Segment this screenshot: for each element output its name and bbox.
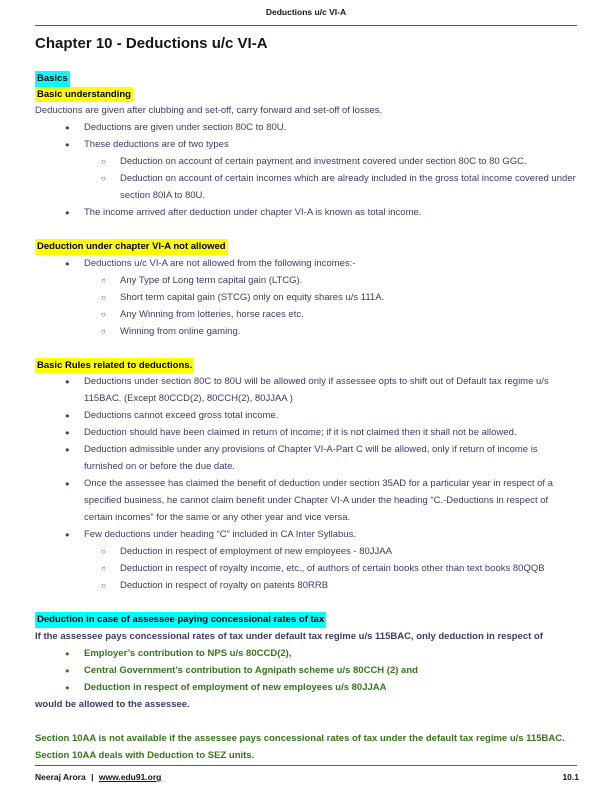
sub-bullet-icon: ○ xyxy=(101,292,106,302)
list-item-text: Deductions under section 80C to 80U will be allowed only if assessee opts to shift out of Default tax regime u/s 115BAC. (Except 80CCD(2), 80CCH(2), 80JJAA ) xyxy=(84,376,549,404)
sub-bullet-icon: ○ xyxy=(101,326,106,336)
bullet-icon: ● xyxy=(65,479,70,488)
bullet-icon: ● xyxy=(65,445,70,454)
heading-not-allowed: Deduction under chapter VI-A not allowed xyxy=(35,239,228,255)
heading-line xyxy=(35,358,579,374)
list-item-text: Deduction on account of certain incomes which are already included in the gross total income covered under section 80IA to 80U. xyxy=(120,173,576,201)
header-rule xyxy=(35,25,577,26)
paragraph-concessional-outro: would be allowed to the assessee. xyxy=(35,698,190,710)
heading-basic-rules: Basic Rules related to deductions. xyxy=(35,358,194,374)
list-item xyxy=(35,153,579,170)
list-item xyxy=(35,272,579,289)
sub-bullet-icon: ○ xyxy=(101,581,106,590)
bullet-icon: ● xyxy=(65,411,70,420)
list-item xyxy=(35,170,579,204)
page-number: 10.1 xyxy=(562,772,579,782)
list-item xyxy=(35,306,579,323)
list-item xyxy=(35,441,579,475)
footer-author: Neeraj Arora xyxy=(35,772,86,782)
list-item-text: Deduction in respect of employment of new employees - 80JJAA xyxy=(120,546,392,557)
list-item xyxy=(35,136,579,153)
footer-rule xyxy=(35,765,577,766)
list-item-text: Deduction in respect of royalty income, etc., of authors of certain books other than text books 80QQB xyxy=(120,563,545,574)
page-content xyxy=(35,33,579,764)
bullet-icon: ● xyxy=(65,648,70,658)
heading-line xyxy=(35,87,579,103)
bullet-icon: ● xyxy=(65,428,70,437)
bullet-icon: ● xyxy=(65,665,70,675)
section-concessional xyxy=(35,612,579,764)
bullet-icon: ● xyxy=(65,140,70,149)
list-item-text: Deductions are given under section 80C to 80U. xyxy=(84,122,287,133)
list-item xyxy=(35,645,579,662)
list-item xyxy=(35,255,579,272)
list-item-text: Deductions u/c VI-A are not allowed from the following incomes:- xyxy=(84,257,356,269)
list-item-text: Any Type of Long term capital gain (LTCG). xyxy=(120,274,303,286)
list-item-text: Deduction should have been claimed in return of income; if it is not claimed then it shall not be allowed. xyxy=(84,427,517,438)
bullet-icon: ● xyxy=(65,123,70,132)
list-item xyxy=(35,662,579,679)
sub-bullet-icon: ○ xyxy=(101,564,106,573)
list-item-text: Deduction in respect of royalty on patents 80RRB xyxy=(120,580,329,591)
bullet-icon: ● xyxy=(65,682,70,692)
list-item xyxy=(35,560,579,577)
list-item-text: Central Government’s contribution to Agnipath scheme u/s 80CCH (2) and xyxy=(84,664,418,676)
list-item xyxy=(35,543,579,560)
list-item xyxy=(35,424,579,441)
list-item xyxy=(35,577,579,594)
paragraph-section-10aa-note: Section 10AA is not available if the assessee pays concessional rates of tax under the default tax regime u/s 115BAC. Section 10AA deals with Deduction to SEZ units. xyxy=(35,732,565,761)
list-item-text: Deductions cannot exceed gross total income. xyxy=(84,410,279,421)
bullet-icon: ● xyxy=(65,258,70,268)
list-item-text: Short term capital gain (STCG) only on equity shares u/s 111A. xyxy=(120,291,385,303)
footer-divider: | xyxy=(91,772,94,782)
section-tag-basics: Basics xyxy=(35,71,70,87)
list-item-text: Few deductions under heading “C” included in CA Inter Syllabus. xyxy=(84,529,356,540)
sub-bullet-icon: ○ xyxy=(101,174,106,183)
bullet-icon: ● xyxy=(65,530,70,539)
list-item xyxy=(35,373,579,407)
heading-concessional: Deduction in case of assessee paying concessional rates of tax xyxy=(35,612,326,628)
section-basics xyxy=(35,71,579,221)
list-item-text: Deduction admissible under any provisions of Chapter VI-A-Part C will be allowed, only if return of income is furnished on or before the due date. xyxy=(84,444,538,472)
list-item-text: Deduction on account of certain payment and investment covered under section 80C to 80 GGC. xyxy=(120,156,527,167)
footer-site-link[interactable]: www.edu91.org xyxy=(98,772,162,782)
list-item-text: The income arrived after deduction under chapter VI-A is known as total income. xyxy=(84,207,422,218)
list-item-text: These deductions are of two types xyxy=(84,139,229,150)
bullet-icon: ● xyxy=(65,208,70,217)
heading-line xyxy=(35,612,579,628)
list-item xyxy=(35,407,579,424)
paragraph-concessional-intro: If the assessee pays concessional rates of tax under default tax regime u/s 115BAC, only deduction in respect of xyxy=(35,630,543,642)
list-item-text: Winning from online gaming. xyxy=(120,325,241,337)
list-item-text: Employer’s contribution to NPS u/s 80CCD(2), xyxy=(84,647,292,659)
sub-bullet-icon: ○ xyxy=(101,157,106,166)
list-item-text: Any Winning from lotteries, horse races etc. xyxy=(120,308,304,320)
paragraph-basics-intro: Deductions are given after clubbing and set-off, carry forward and set-off of losses. xyxy=(35,105,383,116)
footer-credit xyxy=(35,771,164,783)
list-item-text: Deduction in respect of employment of new employees u/s 80JJAA xyxy=(84,681,387,693)
page-header-title: Deductions u/c VI-A xyxy=(265,7,347,17)
section-not-allowed xyxy=(35,239,579,340)
list-item xyxy=(35,323,579,340)
sub-bullet-icon: ○ xyxy=(101,547,106,556)
heading-basic-understanding: Basic understanding xyxy=(35,87,133,103)
page-footer xyxy=(35,771,579,783)
list-item xyxy=(35,526,579,543)
list-item xyxy=(35,119,579,136)
heading-line xyxy=(35,239,579,255)
list-item xyxy=(35,204,579,221)
sub-bullet-icon: ○ xyxy=(101,275,106,285)
sub-bullet-icon: ○ xyxy=(101,309,106,319)
list-item xyxy=(35,475,579,526)
bullet-icon: ● xyxy=(65,377,70,386)
section-basic-rules xyxy=(35,358,579,595)
list-item-text: Once the assessee has claimed the benefit of deduction under section 35AD for a particular year in respect of a specified business, he cannot claim benefit under Chapter VI-A under the heading “C.-Deductions in respect of certain incomes” for the same or any other year and vice versa. xyxy=(84,478,553,523)
chapter-title: Chapter 10 - Deductions u/c VI-A xyxy=(35,35,268,52)
list-item xyxy=(35,289,579,306)
list-item xyxy=(35,679,579,696)
section-tag-line xyxy=(35,71,579,87)
